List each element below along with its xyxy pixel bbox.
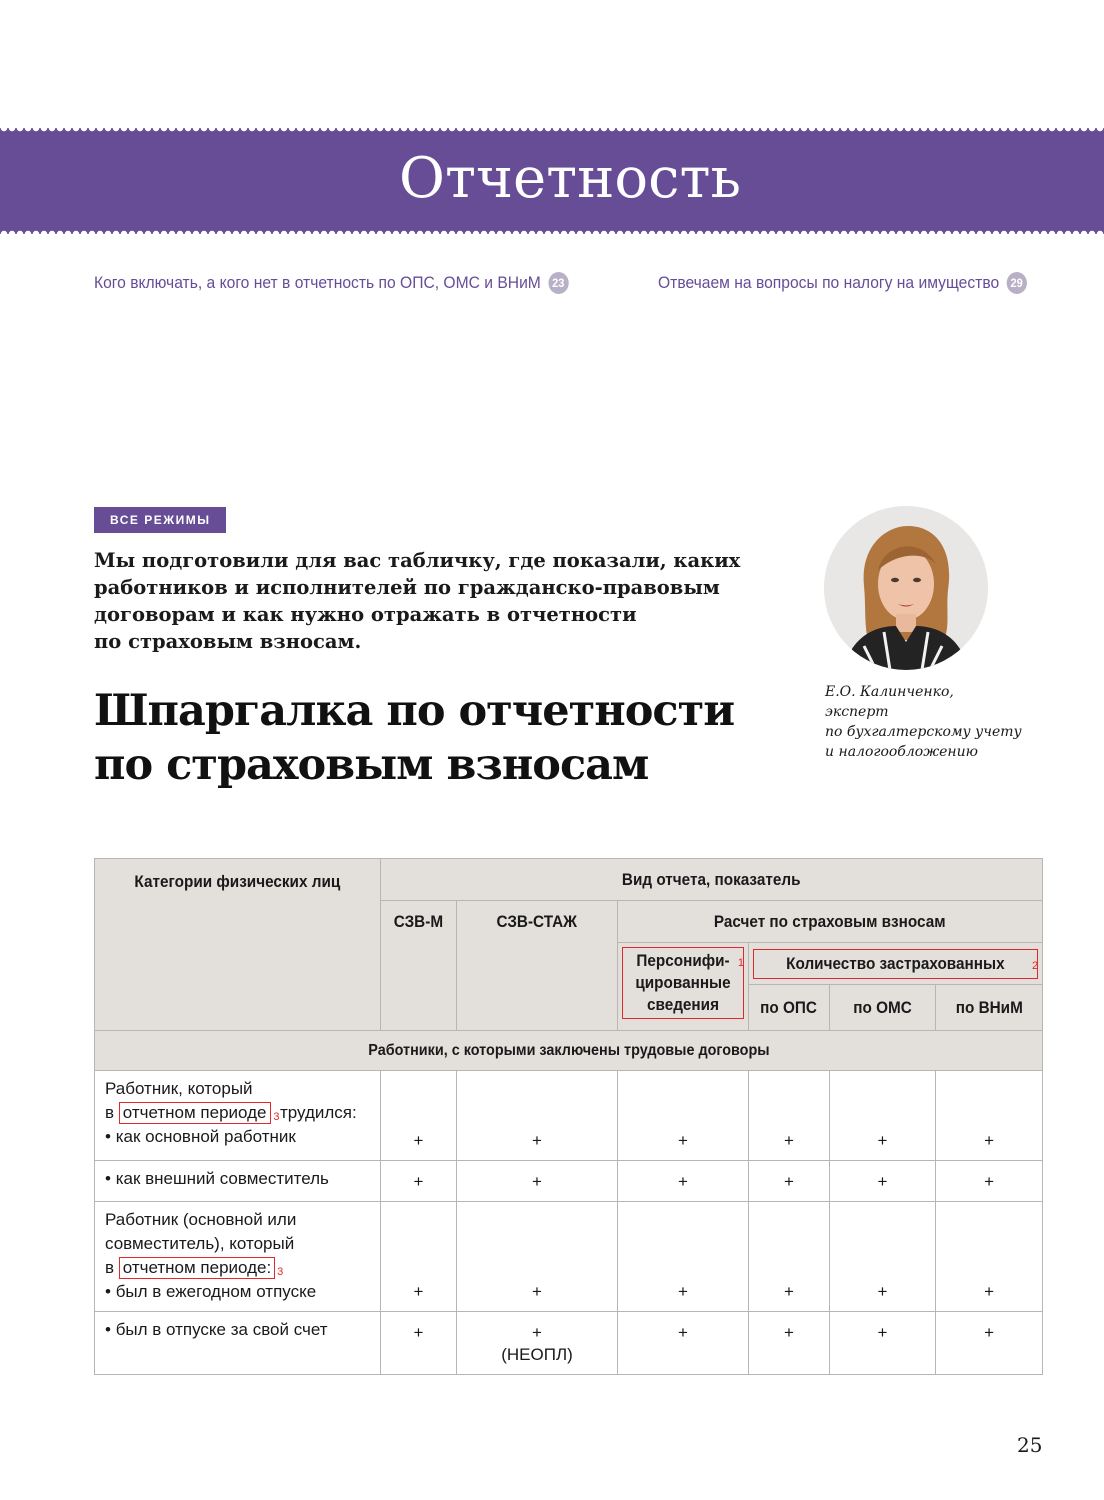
ops-cell: + (749, 1202, 830, 1312)
footnote-box: отчетном периоде: 3 (119, 1257, 275, 1279)
author-portrait-icon (824, 506, 988, 670)
crosslink-page-badge: 23 (548, 272, 568, 294)
oms-cell: + (830, 1071, 936, 1161)
ops-cell: + (749, 1312, 830, 1375)
szvstazh-cell: + (457, 1071, 618, 1161)
footnote-mark: 3 (277, 1266, 284, 1278)
table-row (95, 1202, 1043, 1312)
lead-line: договорам и как нужно отражать в отчетности (94, 603, 637, 626)
category-cell: • как внешний совместитель (95, 1161, 381, 1202)
author-role: эксперт (825, 704, 889, 720)
header-report-type: Вид отчета, показатель (381, 859, 1043, 901)
lead-line: работников и исполнителей по гражданско-правовым (94, 576, 720, 599)
banner-scallop-top (0, 128, 1104, 134)
table-row (95, 1071, 1043, 1161)
article-lead (94, 547, 774, 655)
vnim-cell: + (936, 1312, 1043, 1375)
author-photo (824, 506, 988, 670)
ops-cell: + (749, 1071, 830, 1161)
neopl-note: (НЕОПЛ) (501, 1345, 573, 1364)
section-banner (0, 128, 1104, 234)
header-szvstazh: СЗВ-СТАЖ (457, 901, 618, 1031)
vnim-cell: + (936, 1202, 1043, 1312)
oms-cell: + (830, 1312, 936, 1375)
category-cell: Работник (основной или совместитель), который в отчетном периоде: 3 • был в ежегодном отпуске (95, 1202, 381, 1312)
headline-line: Шпаргалка по отчетности (94, 686, 735, 736)
personified-cell: + (618, 1312, 749, 1375)
szvm-cell: + (381, 1202, 457, 1312)
crosslink-1[interactable] (94, 272, 568, 294)
oms-cell: + (830, 1161, 936, 1202)
footnote-mark: 3 (273, 1111, 280, 1123)
page-number: 25 (1017, 1433, 1043, 1457)
header-category: Категории физических лиц (95, 859, 381, 1031)
szvm-cell: + (381, 1161, 457, 1202)
category-cell: Работник, который в отчетном периоде 3 трудился: • как основной работник (95, 1071, 381, 1161)
banner-scallop-bottom (0, 228, 1104, 234)
table-row (95, 1312, 1043, 1375)
headline-line: по страховым взносам (94, 740, 649, 790)
header-personified (618, 943, 749, 1031)
vnim-cell: + (936, 1071, 1043, 1161)
rubric-tag: ВСЕ РЕЖИМЫ (94, 507, 226, 533)
crosslink-text[interactable]: Кого включать, а кого нет в отчетность по ОПС, ОМС и ВНиМ (94, 273, 541, 292)
lead-line: по страховым взносам. (94, 630, 362, 653)
section-title: Отчетность (399, 146, 741, 211)
vnim-cell: + (936, 1161, 1043, 1202)
author-role: и налогообложению (825, 744, 978, 760)
reporting-table (94, 858, 1043, 1375)
ops-cell: + (749, 1161, 830, 1202)
category-cell: • был в отпуске за свой счет (95, 1312, 381, 1375)
footnote-box: отчетном периоде 3 (119, 1102, 271, 1124)
personified-cell: + (618, 1161, 749, 1202)
header-vnim: по ВНиМ (936, 985, 1043, 1031)
szvstazh-cell: + (457, 1202, 618, 1312)
szvm-cell: + (381, 1312, 457, 1375)
lead-line: Мы подготовили для вас табличку, где показали, каких (94, 549, 741, 572)
footnote-box: Персонифи- цированные сведения 1 (622, 947, 744, 1019)
author-name: Е.О. Калинченко, (825, 684, 954, 700)
article-headline (94, 684, 814, 792)
author-role: по бухгалтерскому учету (825, 724, 1022, 740)
crosslink-2[interactable] (658, 272, 1027, 294)
header-oms: по ОМС (830, 985, 936, 1031)
personified-cell: + (618, 1202, 749, 1312)
szvstazh-cell: + (457, 1161, 618, 1202)
crosslink-text[interactable]: Отвечаем на вопросы по налогу на имущество (658, 273, 1000, 292)
footnote-box: Количество застрахованных 2 (753, 949, 1038, 979)
section-row: Работники, с которыми заключены трудовые договоры (95, 1031, 1043, 1071)
szvm-cell: + (381, 1071, 457, 1161)
header-ops: по ОПС (749, 985, 830, 1031)
crosslink-page-badge: 29 (1007, 272, 1027, 294)
header-insured-count (749, 943, 1043, 985)
header-rsv: Расчет по страховым взносам (618, 901, 1043, 943)
szvstazh-cell: + (НЕОПЛ) (457, 1312, 618, 1375)
personified-cell: + (618, 1071, 749, 1161)
author-caption (825, 682, 1065, 762)
footnote-mark: 2 (1031, 959, 1039, 972)
oms-cell: + (830, 1202, 936, 1312)
header-szvm: СЗВ-М (381, 901, 457, 1031)
table-row (95, 1161, 1043, 1202)
footnote-mark: 1 (737, 957, 744, 969)
